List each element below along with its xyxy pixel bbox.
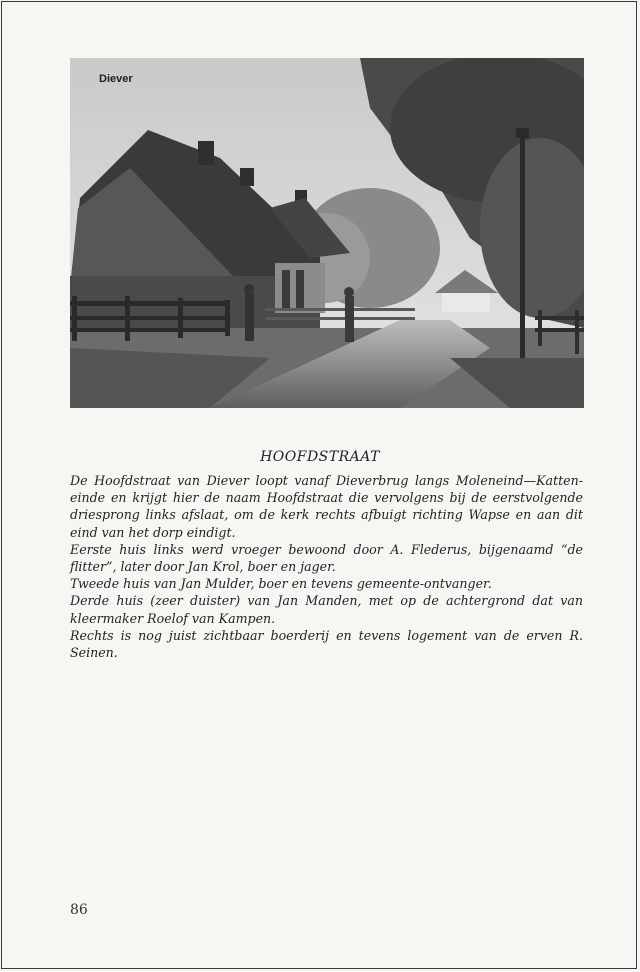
page-number: 86: [70, 902, 88, 918]
historic-street-photo: [70, 58, 584, 408]
paragraph: Eerste huis links werd vroeger bewoond door A. Flederus, bijgenaamd “de flitter”, later door Jan Krol, boer en jager.: [70, 541, 583, 575]
paragraph: Tweede huis van Jan Mulder, boer en tevens gemeente-ontvanger.: [70, 576, 492, 592]
paragraph: Rechts is nog juist zichtbaar boerderij en tevens logement van de erven R. Seinen.: [70, 627, 583, 661]
body-text: [70, 472, 583, 661]
photo-caption: Diever: [99, 73, 133, 85]
section-heading: HOOFDSTRAAT: [260, 449, 380, 465]
paragraph: Derde huis (zeer duister) van Jan Manden, met op de achtergrond dat van kleermaker Roelof van Kampen.: [70, 593, 583, 626]
paragraph: De Hoofdstraat van Diever loopt vanaf Dieverbrug langs Moleneind—Katten-einde en krijgt hier de naam Hoofdstraat die vervolgens bij de eerstvolgende driesprong links afslaat, om de kerk rechts afbuigt richting Wapse en aan dit eind van het dorp eindigt.: [70, 473, 583, 540]
